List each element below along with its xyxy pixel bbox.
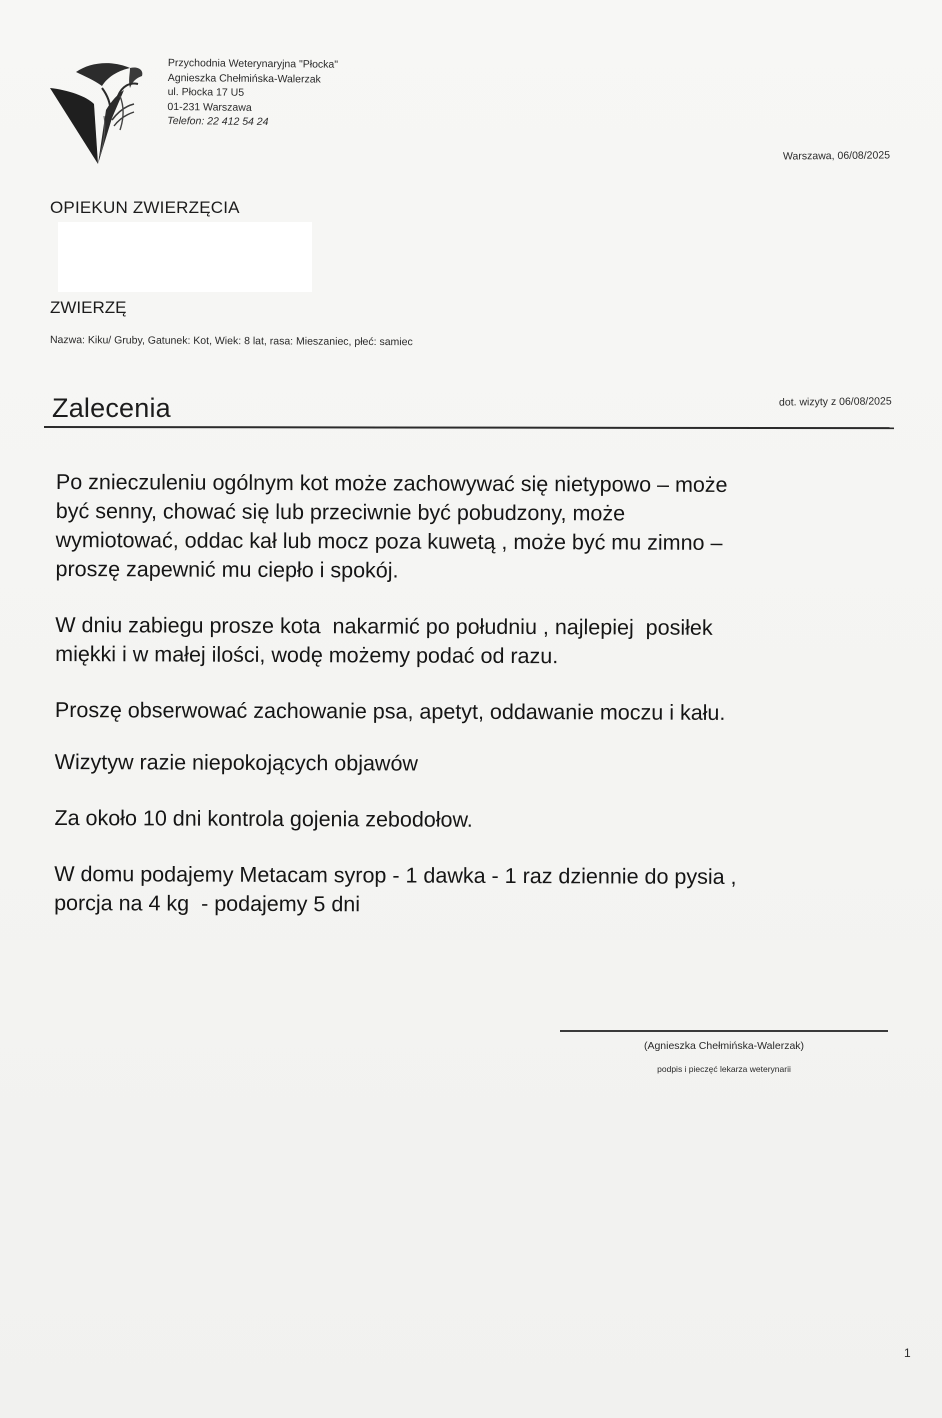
recommendations-title: Zalecenia	[52, 393, 171, 423]
paragraph-line: porcja na 4 kg - podajemy 5 dni	[54, 890, 361, 917]
page-number: 1	[904, 1346, 911, 1360]
clinic-bird-logo	[46, 56, 164, 168]
owner-details-redacted	[58, 222, 312, 292]
paragraph-line: W domu podajemy Metacam syrop - 1 dawka - 1 raz dziennie do pysia ,	[54, 861, 737, 889]
clinic-street: ul. Płocka 17 U5	[167, 85, 245, 99]
signature-caption: podpis i pieczęć lekarza weterynarii	[657, 1064, 791, 1074]
signature-name: (Agnieszka Chełmińska-Walerzak)	[643, 1040, 805, 1052]
paragraph-line: Wizytyw razie niepokojących objawów	[54, 749, 419, 776]
paragraph-line: Po znieczuleniu ogólnym kot może zachowywać się nietypowo – może	[55, 469, 728, 497]
paragraph-line: Za około 10 dni kontrola gojenia zebodołow.	[54, 805, 473, 832]
clinic-phone: Telefon: 22 412 54 24	[167, 114, 269, 129]
clinic-owner: Agnieszka Chełmińska-Walerzak	[167, 71, 321, 86]
owner-heading: OPIEKUN ZWIERZĘCIA	[50, 198, 240, 217]
place-date: Warszawa, 06/08/2025	[782, 149, 891, 163]
title-divider	[44, 426, 894, 429]
paragraph-line: miękki i w małej ilości, wodę możemy podać od razu.	[55, 641, 559, 669]
paragraph-line: proszę zapewnić mu ciepło i spokój.	[55, 556, 399, 583]
paragraph-line: być senny, chować się lub przeciwnie być pobudzony, może	[55, 498, 626, 526]
paragraph-line: W dniu zabiegu prosze kota nakarmić po południu , najlepiej posiłek	[55, 612, 713, 640]
clinic-header	[167, 56, 338, 130]
visit-date: dot. wizyty z 06/08/2025	[779, 395, 893, 409]
recommendations-body	[54, 468, 886, 922]
paragraph-line: Proszę obserwować zachowanie psa, apetyt, oddawanie moczu i kału.	[54, 697, 726, 725]
signature-line	[560, 1030, 888, 1032]
clinic-city: 01-231 Warszawa	[167, 100, 252, 114]
animal-heading: ZWIERZĘ	[50, 298, 127, 317]
animal-info: Nazwa: Kiku/ Gruby, Gatunek: Kot, Wiek: 8 lat, rasa: Mieszaniec, płeć: samiec	[49, 334, 413, 349]
paragraph-line: wymiotować, oddac kał lub mocz poza kuwetą , może być mu zimno –	[55, 527, 723, 555]
clinic-name: Przychodnia Weterynaryjna "Płocka"	[167, 56, 339, 71]
